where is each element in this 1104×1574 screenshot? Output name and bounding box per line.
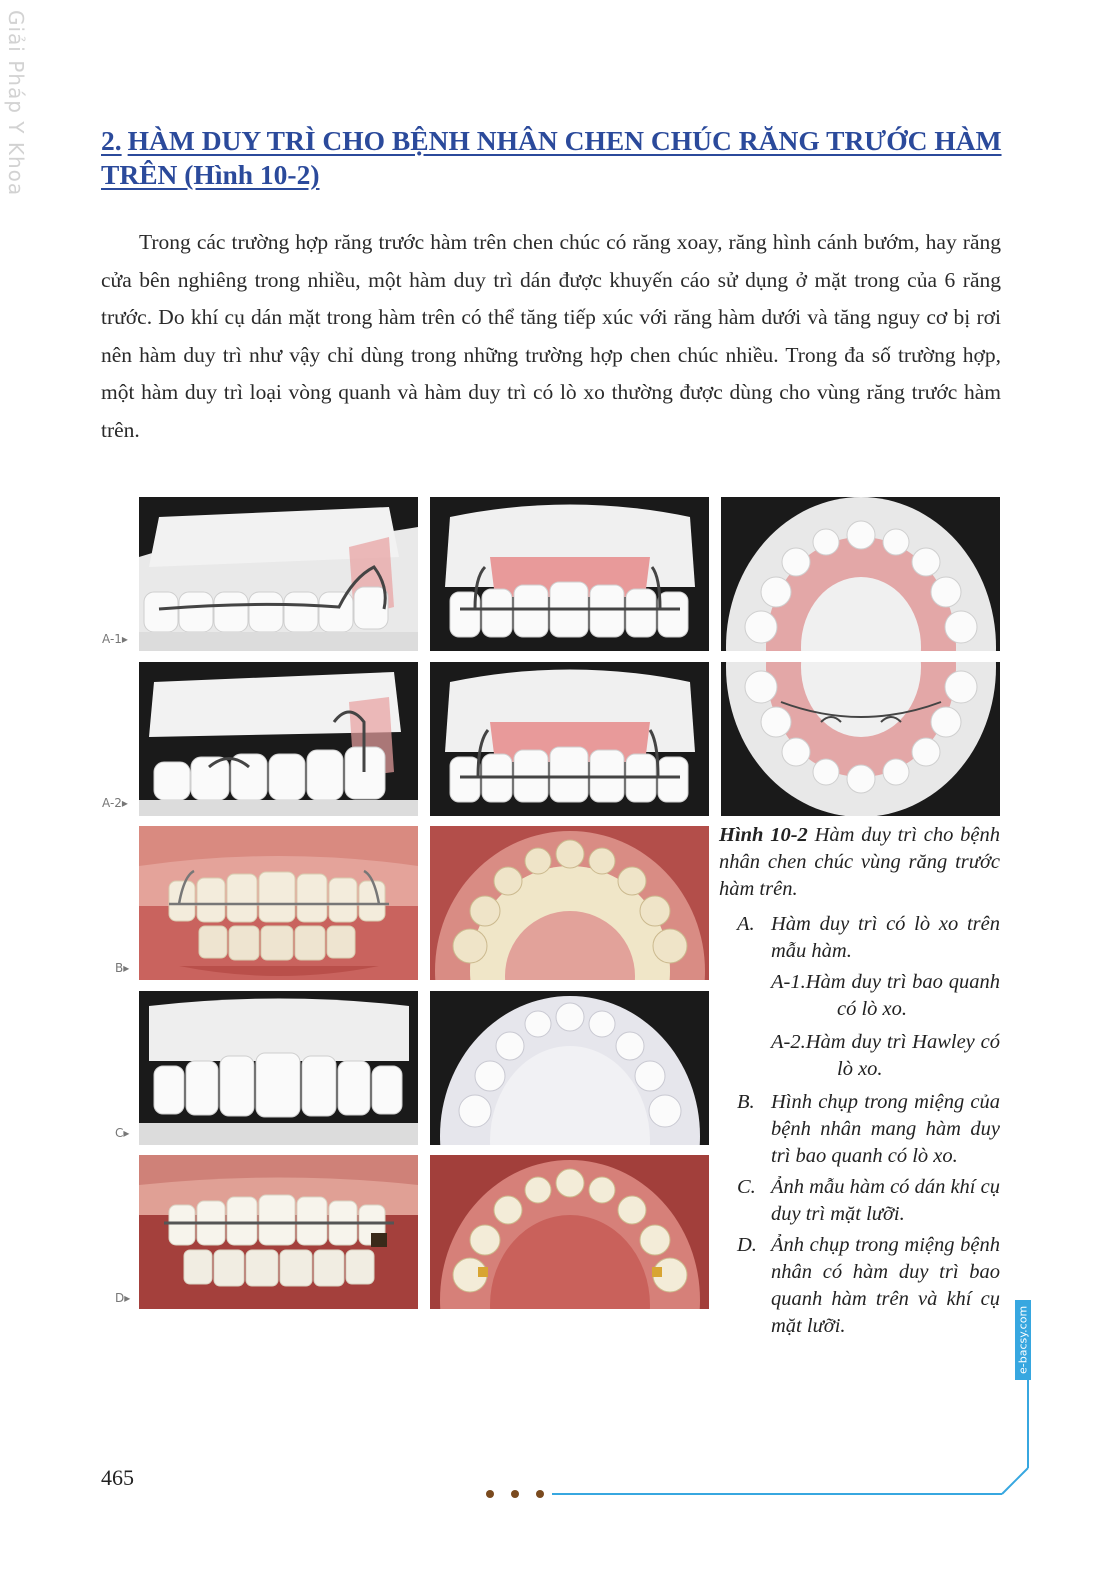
photo-b-intraoral-occlusal: [430, 826, 709, 980]
caption-item-d: D. Ảnh chụp trong miệng bệnh nhân có hàm duy trì bao quanh hàm trên và khí cụ mặt lưỡi.: [737, 1234, 1000, 1337]
photo-a2-front-model: [430, 662, 709, 816]
photo-d-intraoral-front: [139, 1155, 418, 1309]
figure-caption: [719, 822, 1000, 1344]
footer-dot: [486, 1490, 494, 1498]
caption-subitem-a2: A-2.Hàm duy trì Hawley có lò xo.: [771, 1031, 1000, 1080]
heading-text: HÀM DUY TRÌ CHO BỆNH NHÂN CHEN CHÚC RĂNG TRƯỚC HÀM TRÊN (Hình 10-2): [101, 125, 1002, 190]
row-label-d: D▸: [115, 1291, 131, 1305]
photo-a1-side-model: [139, 497, 418, 651]
photo-a1-occlusal-model: [721, 497, 1000, 651]
page-number: 465: [101, 1465, 134, 1490]
photo-d-intraoral-occlusal: [430, 1155, 709, 1309]
photo-a2-side-model: [139, 662, 418, 816]
side-watermark: Giải Pháp Y Khoa: [4, 10, 28, 197]
row-label-a2: A-2▸: [102, 796, 128, 810]
photo-b-intraoral-front: [139, 826, 418, 980]
footer-decoration: [480, 1370, 1040, 1510]
site-tag: e-bacsy.com: [1015, 1300, 1031, 1380]
footer-dot: [536, 1490, 544, 1498]
photo-a2-occlusal-model: [721, 662, 1000, 816]
caption-item-b: B. Hình chụp trong miệng của bệnh nhân mang hàm duy trì bao quanh có lò xo.: [737, 1091, 1000, 1167]
caption-item-a: A. Hàm duy trì có lò xo trên mẫu hàm.: [737, 913, 1000, 962]
caption-item-c: C. Ảnh mẫu hàm có dán khí cụ duy trì mặt lưỡi.: [737, 1176, 1000, 1225]
photo-c-occlusal-model: [430, 991, 709, 1145]
photo-c-front-model: [139, 991, 418, 1145]
caption-subitem-a1: A-1.Hàm duy trì bao quanh có lò xo.: [771, 971, 1000, 1020]
caption-title: Hình 10-2 Hàm duy trì cho bệnh nhân chen chúc vùng răng trước hàm trên.: [719, 824, 1000, 900]
footer-dot: [511, 1490, 519, 1498]
row-label-a1: A-1▸: [102, 632, 128, 646]
section-heading: [101, 124, 1006, 192]
row-label-c: C▸: [115, 1126, 130, 1140]
row-label-b: B▸: [115, 961, 130, 975]
photo-a1-front-model: [430, 497, 709, 651]
heading-number: 2.: [101, 125, 122, 156]
body-paragraph: Trong các trường hợp răng trước hàm trên chen chúc có răng xoay, răng hình cánh bướm, hay răng cửa bên nghiêng trong nhiều, một hàm duy trì dán được khuyến cáo sử dụng ở mặt trong của 6 răng trước. Do khí cụ dán mặt trong hàm trên có thể tăng tiếp xúc với răng hàm dưới và tăng nguy cơ bị rơi nên hàm duy trì như vậy chỉ dùng trong những trường hợp chen chúc nhiều. Trong đa số trường hợp, một hàm duy trì loại vòng quanh và hàm duy trì có lò xo thường được dùng cho vùng răng trước hàm trên.: [101, 230, 1001, 442]
